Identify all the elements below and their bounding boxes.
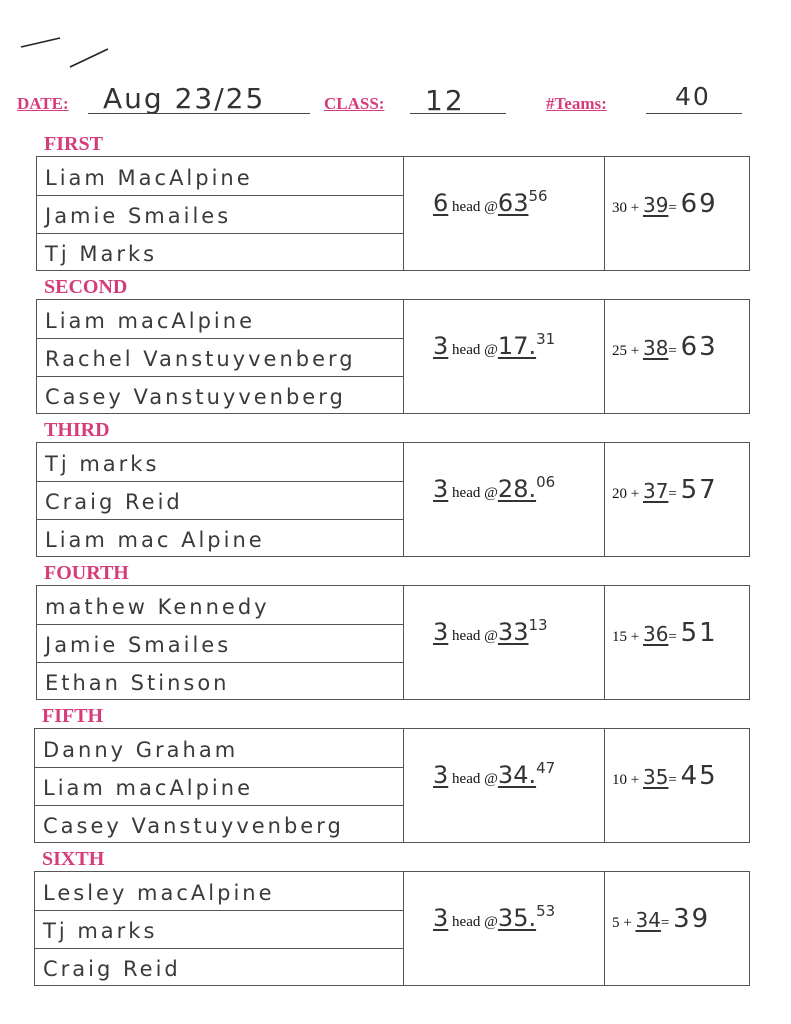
head-count: 3: [433, 618, 449, 646]
run-time-fraction: 56: [528, 187, 548, 205]
name-row-divider: [37, 662, 403, 663]
base-points: 30: [612, 200, 627, 216]
teams-value: 40: [675, 82, 711, 111]
names-column-divider: [403, 586, 404, 699]
placement-title: FIFTH: [42, 705, 104, 727]
run-time-fraction: 31: [536, 330, 556, 348]
total-points: 63: [680, 332, 718, 362]
run-time-fraction: 47: [536, 759, 556, 777]
team-member-name: Ethan Stinson: [45, 671, 230, 695]
head-label: head @: [452, 628, 498, 644]
head-count-time: [433, 330, 555, 360]
placement-table: [34, 871, 750, 986]
bonus-points: 39: [642, 193, 669, 217]
total-points: 69: [680, 189, 718, 219]
names-column-divider: [403, 872, 404, 985]
name-row-divider: [35, 910, 403, 911]
class-value: 12: [425, 84, 465, 117]
points-calculation: 15 + 36= 51: [612, 618, 718, 648]
run-time: 33: [497, 618, 529, 646]
name-row-divider: [37, 233, 403, 234]
points-calculation: 5 + 34= 39: [612, 904, 711, 934]
name-row-divider: [37, 624, 403, 625]
score-column-divider: [604, 586, 605, 699]
score-column-divider: [604, 872, 605, 985]
team-member-name: Tj marks: [45, 452, 160, 476]
base-points: 20: [612, 486, 627, 502]
head-label: head @: [452, 342, 498, 358]
head-count-time: [433, 616, 548, 646]
placement-table: [34, 728, 750, 843]
score-column-divider: [604, 729, 605, 842]
head-count-time: [433, 759, 555, 789]
placement-title: FOURTH: [44, 562, 129, 584]
class-line: [410, 113, 506, 114]
name-row-divider: [37, 519, 403, 520]
name-row-divider: [37, 481, 403, 482]
name-row-divider: [35, 948, 403, 949]
placement-title: THIRD: [44, 419, 110, 441]
head-count: 3: [433, 475, 449, 503]
run-time-fraction: 13: [528, 616, 548, 634]
run-time: 17.: [497, 332, 537, 360]
total-points: 51: [680, 618, 718, 648]
run-time: 28.: [497, 475, 537, 503]
team-member-name: Liam macAlpine: [43, 776, 253, 800]
team-member-name: Lesley macAlpine: [43, 881, 275, 905]
team-member-name: Liam mac Alpine: [45, 528, 265, 552]
head-label: head @: [452, 485, 498, 501]
placement-table: [36, 442, 750, 557]
team-member-name: Jamie Smailes: [45, 204, 232, 228]
team-member-name: Liam MacAlpine: [45, 166, 253, 190]
placement-title: SIXTH: [42, 848, 105, 870]
total-points: 39: [673, 904, 711, 934]
total-points: 45: [680, 761, 718, 791]
score-column-divider: [604, 300, 605, 413]
name-row-divider: [37, 195, 403, 196]
placement-title: SECOND: [44, 276, 128, 298]
points-calculation: 10 + 35= 45: [612, 761, 718, 791]
total-points: 57: [680, 475, 718, 505]
head-count: 6: [433, 189, 449, 217]
points-calculation: 20 + 37= 57: [612, 475, 718, 505]
bonus-points: 36: [642, 622, 669, 646]
team-member-name: mathew Kennedy: [45, 595, 270, 619]
bonus-points: 34: [635, 908, 661, 932]
run-time: 34.: [497, 761, 537, 789]
name-row-divider: [37, 376, 403, 377]
base-points: 15: [612, 629, 627, 645]
bonus-points: 35: [642, 765, 669, 789]
head-count-time: [433, 902, 555, 932]
team-member-name: Rachel Vanstuyvenberg: [45, 347, 356, 371]
score-column-divider: [604, 157, 605, 270]
teams-line: [646, 113, 742, 114]
name-row-divider: [35, 805, 403, 806]
head-count: 3: [433, 904, 449, 932]
head-label: head @: [452, 771, 498, 787]
points-calculation: 30 + 39= 69: [612, 189, 718, 219]
team-member-name: Tj marks: [43, 919, 158, 943]
team-member-name: Casey Vanstuyvenberg: [43, 814, 344, 838]
base-points: 25: [612, 343, 627, 359]
head-count-time: [433, 187, 548, 217]
head-label: head @: [452, 199, 498, 215]
names-column-divider: [403, 157, 404, 270]
head-count-time: [433, 473, 555, 503]
pen-scribble-mark: [18, 35, 113, 75]
base-points: 10: [612, 772, 627, 788]
run-time: 35.: [497, 904, 537, 932]
team-member-name: Tj Marks: [45, 242, 158, 266]
placement-table: [36, 156, 750, 271]
score-column-divider: [604, 443, 605, 556]
name-row-divider: [37, 338, 403, 339]
run-time-fraction: 06: [536, 473, 556, 491]
head-count: 3: [433, 761, 449, 789]
placement-table: [36, 299, 750, 414]
head-count: 3: [433, 332, 449, 360]
class-label: CLASS:: [324, 94, 385, 113]
name-row-divider: [35, 767, 403, 768]
team-member-name: Casey Vanstuyvenberg: [45, 385, 346, 409]
names-column-divider: [403, 729, 404, 842]
placement-title: FIRST: [44, 133, 103, 155]
bonus-points: 37: [642, 479, 669, 503]
date-line: [88, 113, 310, 114]
base-points: 5: [612, 915, 620, 931]
run-time: 63: [497, 189, 529, 217]
head-label: head @: [452, 914, 498, 930]
date-value: Aug 23/25: [103, 82, 266, 115]
names-column-divider: [403, 300, 404, 413]
team-member-name: Craig Reid: [45, 490, 183, 514]
placement-table: [36, 585, 750, 700]
team-member-name: Danny Graham: [43, 738, 239, 762]
date-label: DATE:: [17, 94, 69, 113]
teams-label: #Teams:: [546, 94, 607, 113]
names-column-divider: [403, 443, 404, 556]
points-calculation: 25 + 38= 63: [612, 332, 718, 362]
team-member-name: Liam macAlpine: [45, 309, 255, 333]
team-member-name: Craig Reid: [43, 957, 181, 981]
run-time-fraction: 53: [536, 902, 556, 920]
team-member-name: Jamie Smailes: [45, 633, 232, 657]
bonus-points: 38: [642, 336, 669, 360]
